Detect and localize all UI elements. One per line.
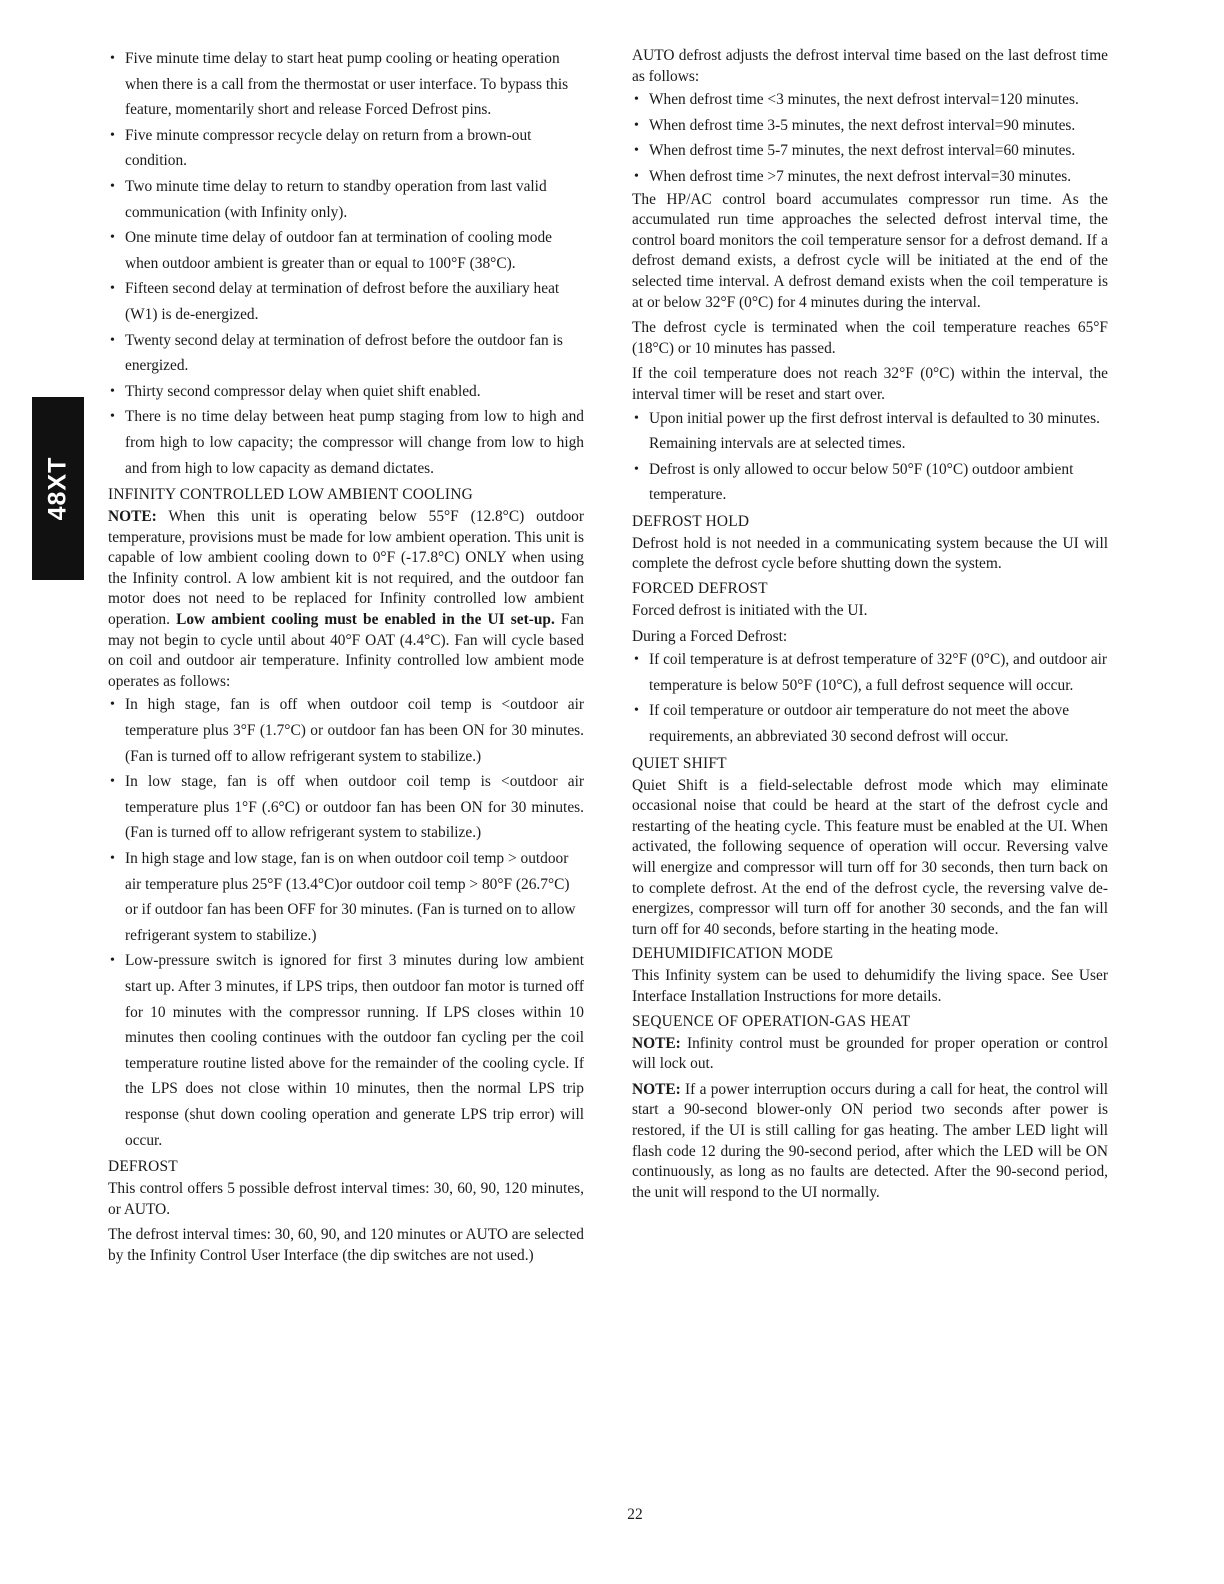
list-item: • When defrost time 3-5 minutes, the next defrost interval=90 minutes. <box>632 113 1108 139</box>
timing-delays-list <box>108 46 584 481</box>
list-item: • Thirty second compressor delay when quiet shift enabled. <box>108 379 584 405</box>
defrost-hold-paragraph: Defrost hold is not needed in a communicating system because the UI will complete the defrost cycle before shutting down the system. <box>632 534 1108 573</box>
list-item: • Two minute time delay to return to standby operation from last valid communication (with Infinity only). <box>108 174 584 225</box>
list-item: • Five minute compressor recycle delay on return from a brown-out condition. <box>108 123 584 174</box>
interval-reset-paragraph: If the coil temperature does not reach 32°F (0°C) within the interval, the interval timer will be reset and start over. <box>632 365 1108 403</box>
quiet-shift-paragraph: Quiet Shift is a field-selectable defrost mode which may eliminate occasional noise that could be heard at the start of the defrost cycle and restarting of the heating cycle. This feature must be enabled at the UI. When activated, the following sequence of operation will occur. Reversing valve will energize and compressor will turn off for 30 seconds, then turn back on to complete defrost. At the end of the defrost cycle, the reversing valve de-energizes, compressor will turn off for another 30 seconds, and the fan will turn off for 40 seconds, before starting in the heating mode. <box>632 776 1108 938</box>
list-item: • Fifteen second delay at termination of defrost before the auxiliary heat (W1) is de-energized. <box>108 276 584 327</box>
power-up-list <box>632 406 1108 508</box>
model-side-tab-label: 48XT <box>43 456 72 521</box>
right-column <box>632 46 1108 1203</box>
note-label: NOTE: <box>632 1080 681 1098</box>
note-text: When this unit is operating below 55°F (12.8°C) outdoor temperature, provisions must be made for low ambient operation. This unit is capable of low ambient cooling down to 0°F (-17.8°C) ONLY when using the Infinity control. A low ambient kit is not required, and the outdoor fan motor does not need to be replaced for Infinity controlled low ambient operation. <box>108 508 584 629</box>
dehumidification-paragraph: This Infinity system can be used to dehumidify the living space. See User Interface Installation Instructions for more details. <box>632 967 1108 1005</box>
defrost-paragraph: This control offers 5 possible defrost interval times: 30, 60, 90, 120 minutes, or AUTO. <box>108 1180 584 1218</box>
defrost-paragraph: The defrost interval times: 30, 60, 90, and 120 minutes or AUTO are selected by the Infinity Control User Interface (the dip switches are not used.) <box>108 1226 584 1264</box>
auto-defrost-list <box>632 87 1108 189</box>
list-item: • In high stage and low stage, fan is on when outdoor coil temp > outdoor air temperature plus 25°F (13.4°C)or outdoor coil temp > 80°F (26.7°C) or if outdoor fan has been OFF for 30 minutes. (Fan is turned on to allow refrigerant system to stabilize.) <box>108 846 584 948</box>
accumulated-run-time-paragraph: The HP/AC control board accumulates compressor run time. As the accumulated run time approaches the selected defrost interval time, the control board monitors the coil temperature sensor for a defrost demand. If a defrost demand exists, a defrost cycle will be initiated at the end of the selected time interval. A defrost demand exists when the coil temperature is at or below 32°F (0°C) for 4 minutes during the interval. <box>632 190 1108 311</box>
note-text: If a power interruption occurs during a call for heat, the control will start a 90-second blower-only ON period two seconds after power is restored, if the UI is still calling for gas heating. The amber LED light will flash code 12 during the 90-second period, after which the LED will be ON continuously, as long as no faults are detected. After the 90-second period, the unit will respond to the UI normally. <box>632 1080 1108 1201</box>
page-number: 22 <box>627 1506 643 1523</box>
list-item: • If coil temperature is at defrost temperature of 32°F (0°C), and outdoor air temperature is below 50°F (10°C), a full defrost sequence will occur. <box>632 647 1108 698</box>
low-ambient-list <box>108 692 584 1153</box>
list-item: • In low stage, fan is off when outdoor coil temp is <outdoor air temperature plus 1°F (.6°C) or outdoor fan has been ON for 30 minutes. (Fan is turned off to allow refrigerant system to stabilize.) <box>108 769 584 846</box>
list-item: • There is no time delay between heat pump staging from low to high and from high to low capacity; the compressor will change from low to high and from high to low capacity as demand dictates. <box>108 404 584 481</box>
section-heading-dehumidification: DEHUMIDIFICATION MODE <box>632 945 834 963</box>
note-low-ambient <box>108 507 584 692</box>
note-grounding <box>632 1034 1108 1075</box>
auto-defrost-intro: AUTO defrost adjusts the defrost interval time based on the last defrost time as follows: <box>632 47 1108 85</box>
list-item: • When defrost time 5-7 minutes, the next defrost interval=60 minutes. <box>632 138 1108 164</box>
list-item: • Upon initial power up the first defrost interval is defaulted to 30 minutes. Remaining intervals are at selected times. <box>632 406 1108 457</box>
list-item: • Defrost is only allowed to occur below 50°F (10°C) outdoor ambient temperature. <box>632 457 1108 508</box>
list-item: • Twenty second delay at termination of defrost before the outdoor fan is energized. <box>108 328 584 379</box>
section-heading-quiet-shift: QUIET SHIFT <box>632 754 727 772</box>
note-bold-text: Low ambient cooling must be enabled in the UI set-up. <box>176 611 555 629</box>
section-heading-defrost: DEFROST <box>108 1158 178 1176</box>
section-heading-gas-heat: SEQUENCE OF OPERATION-GAS HEAT <box>632 1012 911 1030</box>
note-text: Fan may not begin to cycle until about 40°F OAT (4.4°C). Fan will cycle based on coil and outdoor air temperature. Infinity controlled low ambient mode operates as follows: <box>108 611 584 690</box>
list-item: • In high stage, fan is off when outdoor coil temp is <outdoor air temperature plus 3°F (1.7°C) or outdoor fan has been ON for 30 minutes. (Fan is turned off to allow refrigerant system to stabilize.) <box>108 692 584 769</box>
forced-defrost-paragraph: During a Forced Defrost: <box>632 627 788 645</box>
forced-defrost-paragraph: Forced defrost is initiated with the UI. <box>632 602 868 620</box>
defrost-terminated-paragraph: The defrost cycle is terminated when the coil temperature reaches 65°F (18°C) or 10 minutes has passed. <box>632 319 1108 357</box>
note-label: NOTE: <box>632 1034 681 1052</box>
list-item: • When defrost time <3 minutes, the next defrost interval=120 minutes. <box>632 87 1108 113</box>
section-heading-low-ambient: INFINITY CONTROLLED LOW AMBIENT COOLING <box>108 486 473 504</box>
list-item: • Five minute time delay to start heat pump cooling or heating operation when there is a call from the thermostat or user interface. To bypass this feature, momentarily short and release Forced Defrost pins. <box>108 46 584 123</box>
note-power-interruption <box>632 1080 1108 1204</box>
forced-defrost-list <box>632 647 1108 749</box>
model-side-tab <box>32 397 84 580</box>
list-item: • When defrost time >7 minutes, the next defrost interval=30 minutes. <box>632 164 1108 190</box>
left-column <box>108 46 584 1267</box>
section-heading-defrost-hold: DEFROST HOLD <box>632 512 750 530</box>
list-item: • Low-pressure switch is ignored for first 3 minutes during low ambient start up. After 3 minutes, if LPS trips, then outdoor fan motor is turned off for 10 minutes with the compressor running. If LPS closes within 10 minutes then cooling continues with the outdoor fan cycling per the coil temperature routine listed above for the remainder of the cooling cycle. If the LPS does not close within 10 minutes, then the normal LPS trip response (shut down cooling operation and generate LPS trip error) will occur. <box>108 948 584 1153</box>
note-text: Infinity control must be grounded for proper operation or control will lock out. <box>632 1034 1108 1073</box>
list-item: • If coil temperature or outdoor air temperature do not meet the above requirements, an abbreviated 30 second defrost will occur. <box>632 698 1108 749</box>
section-heading-forced-defrost: FORCED DEFROST <box>632 580 768 598</box>
note-label: NOTE: <box>108 508 157 526</box>
list-item: • One minute time delay of outdoor fan at termination of cooling mode when outdoor ambient is greater than or equal to 100°F (38°C). <box>108 225 584 276</box>
